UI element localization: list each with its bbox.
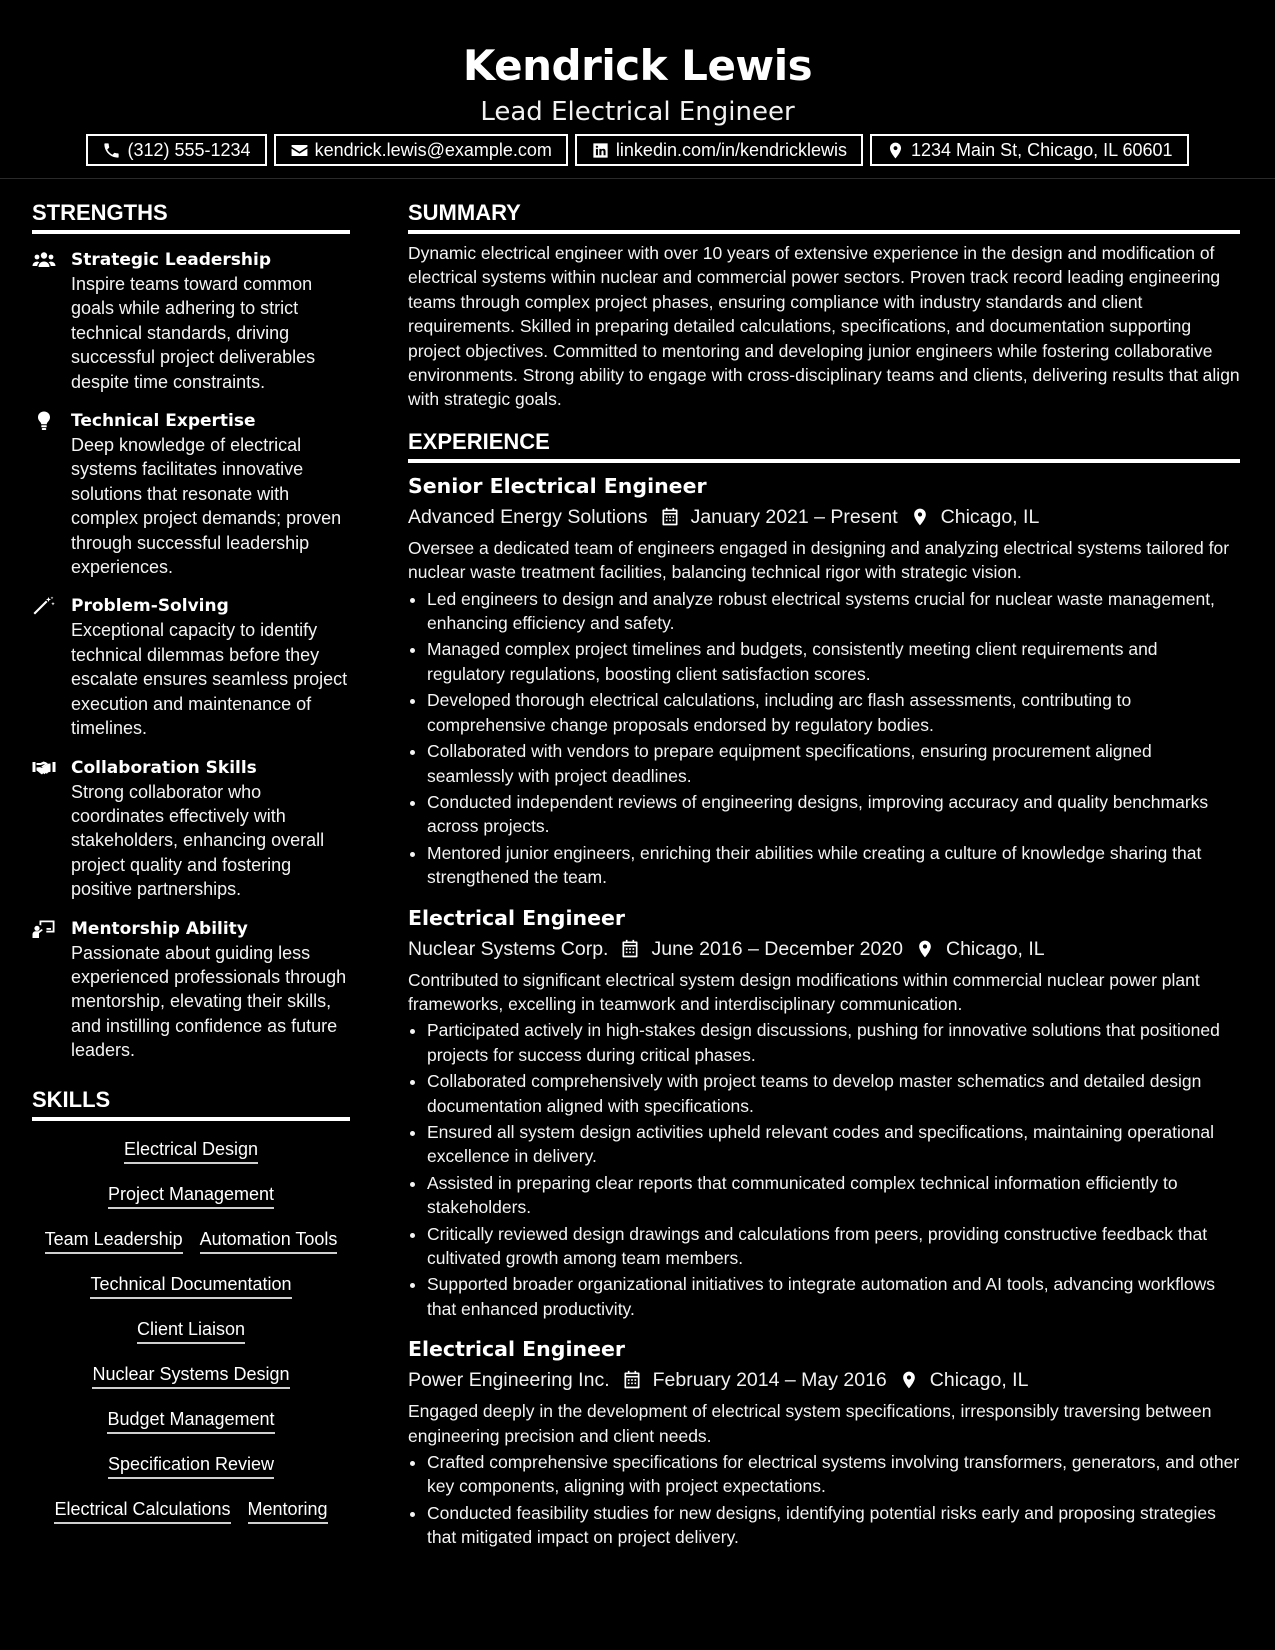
- job-bullet: • Managed complex project timelines and budgets, consistently meeting client requirements and regulatory regulations, boosting client satisfaction scores.: [427, 637, 1240, 686]
- job-location: Chicago, IL: [946, 937, 1045, 960]
- strength-desc: Passionate about guiding less experienced professionals through mentorship, elevating their skills, and instilling confidence as future leaders.: [71, 942, 347, 1061]
- strength-title: Mentorship Ability: [71, 918, 248, 939]
- left-column: [32, 198, 350, 1524]
- job-bullets: [408, 587, 1240, 890]
- skill-tag: Team Leadership: [45, 1227, 183, 1254]
- magic-wand-icon: [32, 596, 56, 616]
- job-bullet: • Mentored junior engineers, enriching their abilities while creating a culture of knowledge sharing that strengthened the team.: [427, 841, 1240, 890]
- job-description: Oversee a dedicated team of engineers engaged in designing and analyzing electrical systems tailored for nuclear waste treatment facilities, balancing technical rigor with strategic vision.: [408, 537, 1230, 583]
- users-icon: [32, 250, 56, 270]
- contact-address-text: 1234 Main St, Chicago, IL 60601: [911, 139, 1173, 160]
- calendar-icon: [660, 507, 680, 527]
- calendar-icon: [620, 939, 640, 959]
- skills-title: SKILLS: [32, 1085, 350, 1121]
- job-title: Electrical Engineer: [408, 905, 625, 930]
- contact-email-text: kendrick.lewis@example.com: [314, 139, 552, 160]
- strengths-list: [32, 248, 350, 1063]
- job-dates: June 2016 – December 2020: [651, 937, 903, 960]
- map-pin-icon: [886, 141, 905, 160]
- job-title: Senior Electrical Engineer: [408, 473, 707, 498]
- map-pin-icon: [910, 507, 930, 527]
- strength-title: Technical Expertise: [71, 411, 256, 432]
- job-bullet: • Led engineers to design and analyze robust electrical systems crucial for nuclear waste management, enhancing efficiency and safety.: [427, 587, 1240, 636]
- skill-tag: Project Management: [108, 1182, 274, 1209]
- summary-text: Dynamic electrical engineer with over 10 years of extensive experience in the design and modification of electrical systems within nuclear and commercial power sectors. Proven track record leading engineering teams through complex project phases, ensuring compliance with industry standards and client requirements. Skilled in preparing detailed calculations, specifications, and documentation supporting project objectives. Committed to mentoring and developing junior engineers while fostering collaborative environments. Strong ability to engage with cross-disciplinary teams and clients, delivering results that align with strategic goals.: [408, 243, 1240, 410]
- strength-title: Collaboration Skills: [71, 757, 257, 778]
- job-entry: [408, 471, 1240, 890]
- job-meta: [408, 933, 1240, 965]
- job-bullet: • Collaborated comprehensively with project teams to develop master schematics and detailed design documentation aligned with specifications.: [427, 1069, 1240, 1118]
- candidate-role: Lead Electrical Engineer: [480, 97, 795, 127]
- job-description: Engaged deeply in the development of electrical system specifications, irresponsibly traversing between engineering precision and client needs.: [408, 1401, 1212, 1446]
- job-bullet: • Participated actively in high-stakes design discussions, pushing for innovative solutions that positioned projects for success during critical phases.: [427, 1018, 1240, 1067]
- job-bullet: • Supported broader organizational initiatives to integrate automation and AI tools, advancing workflows that enhanced productivity.: [427, 1272, 1240, 1321]
- strength-item: [32, 248, 350, 394]
- job-company: Nuclear Systems Corp.: [408, 937, 609, 960]
- strength-desc: Strong collaborator who coordinates effectively with stakeholders, enhancing overall project quality and fostering positive partnerships.: [71, 781, 325, 900]
- skill-tag: Mentoring: [248, 1497, 328, 1524]
- strength-desc: Inspire teams toward common goals while adhering to strict technical standards, driving successful project deliverables despite time constraints.: [71, 274, 316, 392]
- job-bullet: • Assisted in preparing clear reports that communicated complex technical information efficiently to stakeholders.: [427, 1171, 1240, 1220]
- strengths-title: STRENGTHS: [32, 198, 350, 234]
- contact-address[interactable]: [870, 134, 1189, 166]
- job-bullet: • Conducted feasibility studies for new designs, identifying potential risks early and proposing strategies that mitigated impact on project delivery.: [427, 1501, 1240, 1550]
- skill-tag: Specification Review: [108, 1452, 274, 1479]
- job-meta: [408, 501, 1240, 533]
- envelope-icon: [290, 141, 309, 160]
- job-location: Chicago, IL: [929, 1369, 1029, 1392]
- contact-phone-text: (312) 555-1234: [127, 139, 251, 160]
- skill-tag: Electrical Calculations: [54, 1497, 230, 1524]
- job-company: Advanced Energy Solutions: [408, 505, 648, 528]
- strength-title: Problem-Solving: [71, 596, 229, 617]
- job-bullet: • Conducted independent reviews of engineering designs, improving accuracy and quality benchmarks across projects.: [427, 790, 1240, 839]
- strength-item: [32, 409, 350, 579]
- skill-tag: Budget Management: [107, 1407, 274, 1434]
- experience-title: EXPERIENCE: [408, 427, 1240, 463]
- job-description: Contributed to significant electrical system design modifications within commercial nuclear power plant frameworks, excelling in teamwork and interdisciplinary communication.: [408, 969, 1200, 1014]
- strength-item: [32, 594, 350, 740]
- job-bullets: [408, 1018, 1240, 1321]
- contact-linkedin-text: linkedin.com/in/kendricklewis: [615, 139, 848, 160]
- lightbulb-icon: [32, 411, 56, 431]
- map-pin-icon: [899, 1370, 919, 1390]
- contact-linkedin[interactable]: [575, 134, 863, 166]
- right-column: [408, 198, 1240, 1552]
- strength-desc: Deep knowledge of electrical systems facilitates innovative solutions that resonate with complex project demands; proven through successful leadership experiences.: [71, 435, 342, 578]
- handshake-icon: [32, 758, 56, 778]
- job-bullet: • Critically reviewed design drawings and calculations from peers, providing constructive feedback that cultivated growth among team members.: [427, 1222, 1240, 1271]
- job-dates: February 2014 – May 2016: [652, 1369, 887, 1392]
- strength-item: [32, 756, 350, 902]
- calendar-icon: [622, 1370, 642, 1390]
- summary-title: SUMMARY: [408, 198, 1240, 234]
- strength-desc: Exceptional capacity to identify technical dilemmas before they escalate ensures seamless project execution and maintenance of timelines.: [71, 620, 348, 739]
- teacher-icon: [32, 919, 56, 939]
- job-bullet: • Ensured all system design activities upheld relevant codes and specifications, maintaining operational excellence in delivery.: [427, 1120, 1240, 1169]
- contact-bar: [0, 134, 1275, 166]
- skill-tag: Nuclear Systems Design: [92, 1362, 289, 1389]
- job-company: Power Engineering Inc.: [408, 1369, 610, 1392]
- contact-email[interactable]: [274, 134, 568, 166]
- skill-tag: Client Liaison: [137, 1317, 245, 1344]
- linkedin-icon: [591, 141, 610, 160]
- skill-tag: Technical Documentation: [90, 1272, 291, 1299]
- contact-phone[interactable]: [86, 134, 266, 166]
- job-bullets: [408, 1450, 1240, 1550]
- job-entry: [408, 903, 1240, 1322]
- job-dates: January 2021 – Present: [690, 505, 898, 528]
- job-bullet: • Developed thorough electrical calculations, including arc flash assessments, contributing to comprehensive change proposals endorsed by regulatory bodies.: [427, 688, 1240, 737]
- skill-tag: Electrical Design: [124, 1137, 258, 1164]
- job-title: Electrical Engineer: [408, 1337, 625, 1362]
- job-location: Chicago, IL: [940, 505, 1040, 528]
- job-bullet: • Collaborated with vendors to prepare equipment specifications, ensuring procurement aligned seamlessly with project deadlines.: [427, 739, 1240, 788]
- resume-header: [0, 0, 1275, 179]
- strength-item: [32, 917, 350, 1063]
- job-entry: [408, 1334, 1240, 1549]
- job-bullet: • Crafted comprehensive specifications for electrical systems involving transformers, generators, and other key components, aligning with project expectations.: [427, 1450, 1240, 1499]
- phone-icon: [102, 141, 121, 160]
- skills-list: [32, 1137, 350, 1524]
- job-meta: [408, 1364, 1240, 1396]
- map-pin-icon: [915, 939, 935, 959]
- candidate-name: Kendrick Lewis: [462, 41, 813, 90]
- strength-title: Strategic Leadership: [71, 250, 272, 270]
- skill-tag: Automation Tools: [200, 1227, 338, 1254]
